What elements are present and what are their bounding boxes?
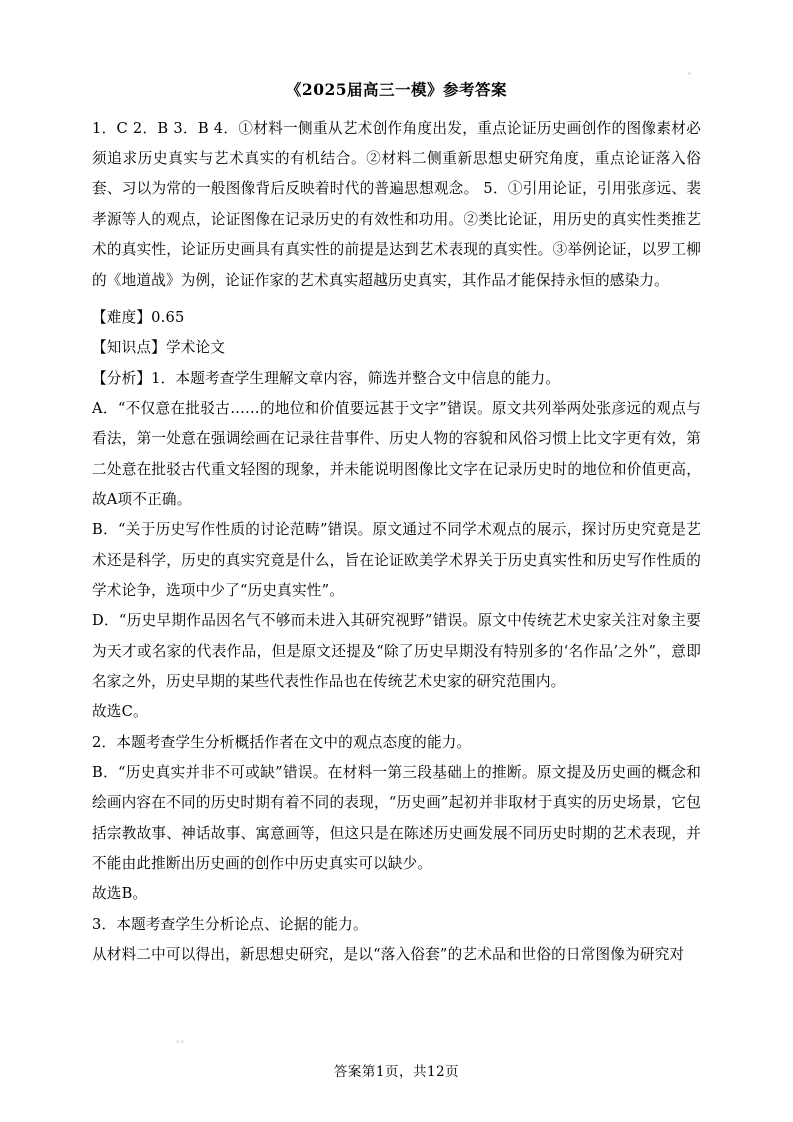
- analysis-intro-paragraph: 【分析】1．本题考查学生理解文章内容，筛选并整合文中信息的能力。: [92, 369, 561, 387]
- knowledge-point-paragraph: 【知识点】学术论文: [92, 339, 226, 357]
- option-b-paragraph: B．“关于历史写作性质的讨论范畴”错误。原文通过不同学术观点的展示，探讨历史究竟是艺术还是科学，历史的真实究竟是什么，旨在论证欧美学术界关于历史真实性和历史写作性质的学术论争，选项中少了“历史真实性”。: [92, 521, 701, 599]
- difficulty-paragraph: 【难度】0.65: [92, 308, 185, 326]
- answer-choice-b-paragraph: 故选B。: [92, 885, 148, 903]
- answer-choice-c-paragraph: 故选C。: [92, 703, 148, 721]
- page-bottom-mark: 。。: [176, 1035, 190, 1045]
- page-title: 《2025届高三一模》参考答案: [285, 80, 508, 99]
- spacer: [92, 296, 701, 303]
- answer-summary-paragraph: 1．C 2．B 3．B 4．①材料一侧重从艺术创作角度出发，重点论证历史画创作的图像素材必须追求历史真实与艺术真实的有机结合。②材料二侧重新思想史研究角度，重点论证落入俗套、习以为常的一般图像背后反映着时代的普遍思想观念。 5．①引用论证，引用张彦远、裴孝源等人的观点，论证图像在记录历史的有效性和功用。②类比论证，用历史的真实性类推艺术的真实性，论证历史画具有真实性的前提是达到艺术表现的真实性。③举例论证，以罗工柳的《地道战》为例，论证作家的艺术真实超越历史真实，其作品才能保持永恒的感染力。: [92, 119, 701, 289]
- question-2-option-b-paragraph: B．“历史真实并非不可或缺”错误。在材料一第三段基础上的推断。原文提及历史画的概念和绘画内容在不同的历史时期有着不同的表现，“历史画”起初并非取材于真实的历史场景，它包括宗教故事、神话故事、寓意画等，但这只是在陈述历史画发展不同历史时期的艺术表现，并不能由此推断出历史画的创作中历史真实可以缺少。: [92, 764, 701, 873]
- option-d-paragraph: D．“历史早期作品因名气不够而未进入其研究视野”错误。原文中传统艺术史家关注对象主要为天才或名家的代表作品，但是原文还提及“除了历史早期没有特别多的‘名作品’之外”，意即名家之外，历史早期的某些代表性作品也在传统艺术史家的研究范围内。: [92, 612, 701, 690]
- question-2-paragraph: 2．本题考查学生分析概括作者在文中的观点态度的能力。: [92, 733, 472, 751]
- page-footer: 答案第1页，共12页: [333, 1064, 460, 1080]
- question-3-analysis-paragraph: 从材料二中可以得出，新思想史研究，是以“落入俗套”的艺术品和世俗的日常图像为研究对: [92, 946, 685, 964]
- option-a-paragraph: A．“不仅意在批驳古……的地位和价值要远甚于文字”错误。原文共列举两处张彦远的观点与看法，第一处意在强调绘画在记录往昔事件、历史人物的容貌和风俗习惯上比文字更有效，第二处意在批驳古代重文轻图的现象，并未能说明图像比文字在记录历史时的地位和价值更高，故A项不正确。: [92, 399, 701, 508]
- page-top-mark: 。: [687, 67, 697, 77]
- question-3-paragraph: 3．本题考查学生分析论点、论据的能力。: [92, 915, 368, 933]
